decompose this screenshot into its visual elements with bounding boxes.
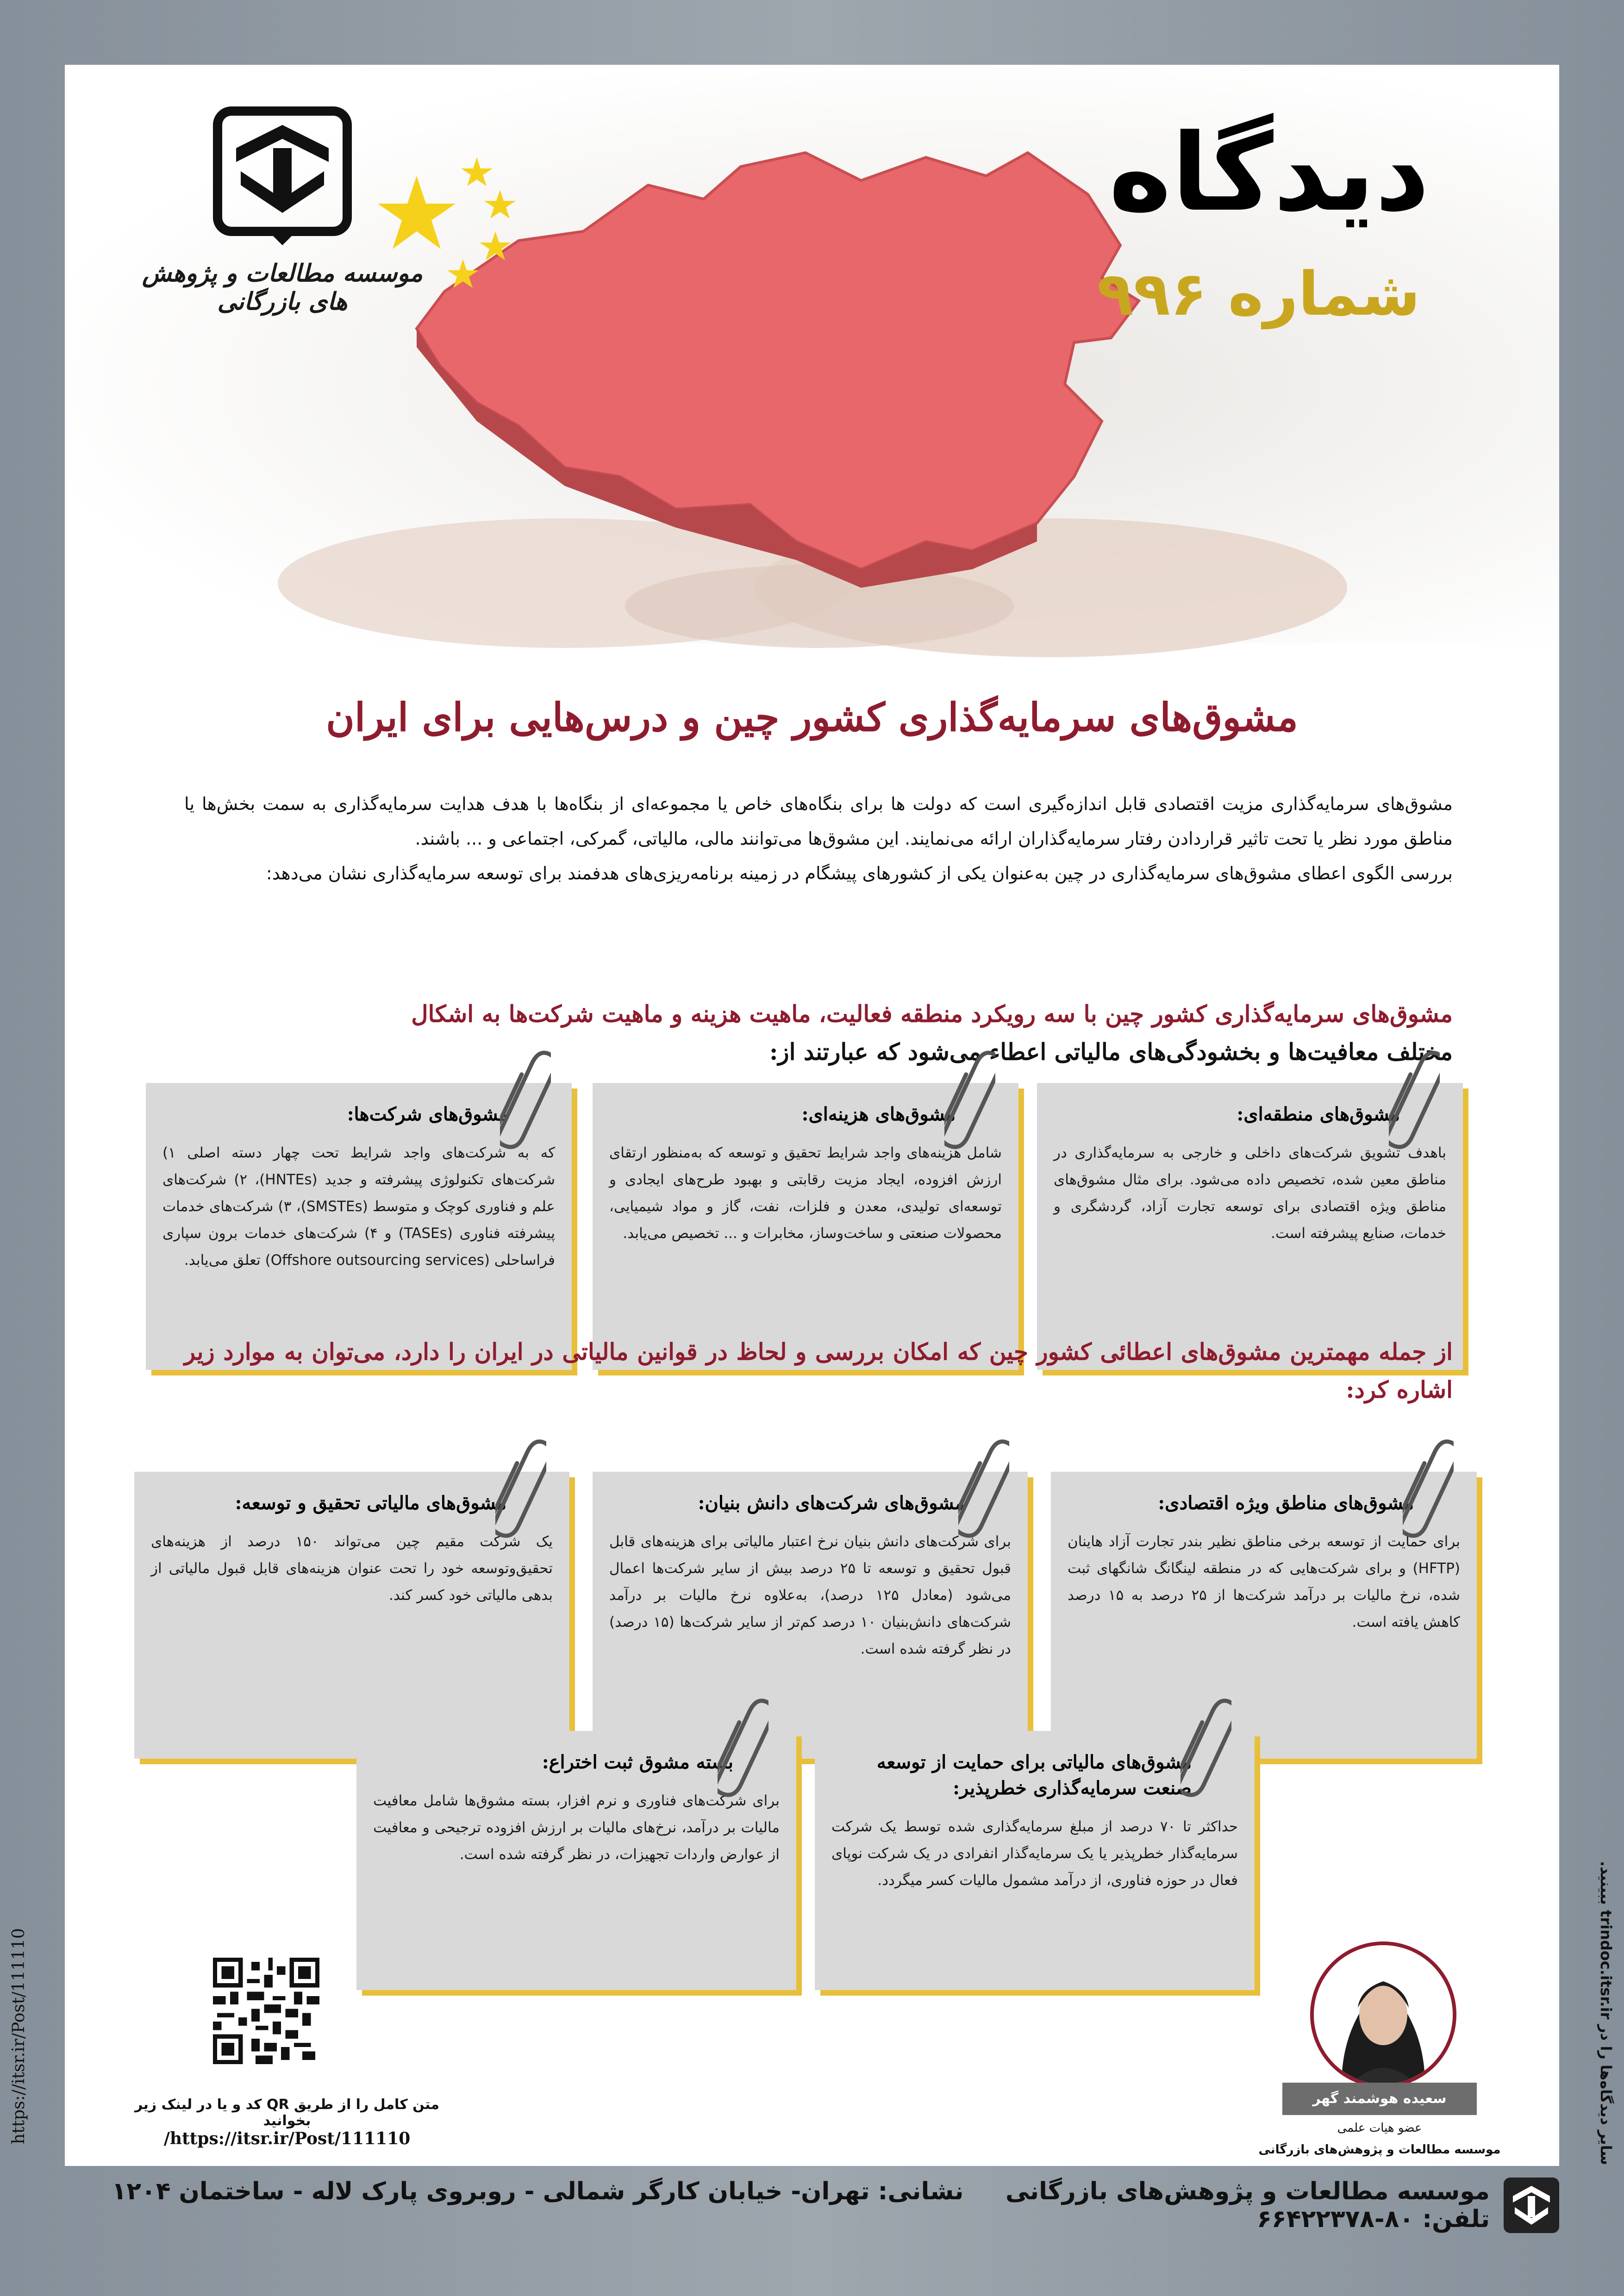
qr-caption: متن کامل را از طریق QR کد و یا در لینک زیر بخوانید [134,2097,439,2129]
institute-logo-icon [213,106,352,245]
qr-code-icon[interactable] [213,1958,319,2064]
article-title: مشوق‌های سرمایه‌گذاری کشور چین و درس‌هایی برای ایران [326,694,1298,740]
footer-phone-label: تلفن: [1422,2205,1490,2233]
paperclip-icon [944,1041,995,1157]
card-title: مشوق‌های منطقه‌ای: [1237,1103,1400,1125]
footer-address: نشانی: تهران- خیابان کارگر شمالی - روبروی پارک لاله - ساختمان ۱۲۰۴ [112,2178,964,2205]
lead-statement-1 [184,995,1453,1071]
card-body: که به شرکت‌های واجد شرایط تحت چهار دسته اصلی ۱) شرکت‌های تکنولوژی پیشرفته و جدید (HNTEs)، ۲) شرکت‌های علم و فناوری کوچک و متوسط (SMSTEs)، ۳) شرکت‌های خدمات پیشرفته فناوری (TASEs) و ۴) شرکت‌های خدمات برون سپاری فراساحلی (Offshore outsourcing services) تعلق می‌یابد. [162,1145,555,1269]
author-institute: موسسه مطالعات و پژوهش‌های بازرگانی [1258,2143,1501,2157]
card-title: بسته مشوق ثبت اختراع: [542,1751,733,1773]
paperclip-icon [958,1430,1009,1546]
author-photo [1310,1941,1456,2088]
card-body: شامل هزینه‌های واجد شرایط تحقیق و توسعه که به‌منظور ارتقای ارزش افزوده، ایجاد مزیت رقابتی و بهبود طرح‌های ایجادی و توسعه‌ای تولیدی، معدن و فلزات، نفت، گاز و مواد شیمیایی، محصولات صنعتی و ساخت‌وساز، مخابرات و ... تخصیص می‌یابد. [609,1145,1002,1242]
intro-paragraph-1: مشوق‌های سرمایه‌گذاری مزیت اقتصادی قابل اندازه‌گیری است که دولت ها برای بنگاه‌های خاص یا مجموعه‌ای از بنگاه‌ها با هدف هدایت سرمایه‌گذاری به سمت بخش‌ها یا مناطق مورد نظر یا تحت تاثیر قراردادن رفتار سرمایه‌گذاران ارائه می‌نمایند. این مشوق‌ها می‌توانند مالی، مالیاتی، گمرکی، اجتماعی و ... باشند. [184,794,1453,849]
card-body: برای شرکت‌های فناوری و نرم افزار، بسته مشوق‌ها شامل معافیت مالیات بر درآمد، نرخ‌های مالیات بر ارزش افزوده ترجیحی و معافیت از عوارض واردات تجهیزات، در نظر گرفته شده است. [373,1792,780,1863]
paperclip-icon [1403,1430,1454,1546]
qr-link[interactable]: /https://itsr.ir/Post/111110 [163,2129,411,2148]
side-note-text: سایر دیدگاه‌ها را در [1597,2024,1615,2165]
side-url[interactable]: https://itsr.ir/Post/111110 [9,1928,28,2145]
card-body: برای حمایت از توسعه برخی مناطق نظیر بندر تجارت آزاد هاینان (HFTP) و برای شرکت‌هایی که در منطقه لینگانگ شانگهای ثبت شده، نرخ مالیات بر درآمد شرکت‌ها از ۲۵ درصد به ۱۵ درصد کاهش یافته است. [1068,1533,1460,1630]
lead-line-1b: مختلف معافیت‌ها و بخشودگی‌های مالیاتی اعطاء می‌شود که عبارتند از: [769,1038,1453,1065]
footer-institute: موسسه مطالعات و پژوهش‌های بازرگانی [1006,2178,1490,2205]
paperclip-icon [495,1430,546,1546]
footer-contact [65,2178,1504,2233]
author-role: عضو هیات علمی [1337,2121,1422,2135]
intro-text [184,787,1453,891]
card-title: مشوق‌های شرکت‌ها: [347,1103,509,1125]
card-title: مشوق‌های شرکت‌های دانش بنیان: [698,1492,965,1514]
hero-banner [65,65,1559,643]
intro-paragraph-2: بررسی الگوی اعطای مشوق‌های سرمایه‌گذاری در چین به‌عنوان یکی از کشورهای پیشگام در زمینه برنامه‌ریزی‌های هدفمند برای توسعه سرمایه‌گذاری نشان می‌دهد: [266,863,1453,884]
side-note-site[interactable]: trindoc.itsr.ir [1597,1910,1615,2020]
institute-name: موسسه مطالعات و پژوهش های بازرگانی [142,259,423,316]
card-body: یک شرکت مقیم چین می‌تواند ۱۵۰ درصد از هزینه‌های تحقیق‌وتوسعه خود را تحت عنوان هزینه‌های قابل قبول مالیاتی از بدهی مالیاتی خود کسر کند. [151,1533,553,1604]
footer-bar [65,2171,1559,2240]
series-title: دیدگاه [1108,112,1430,235]
issue-number: شماره ۹۹۶ [1097,259,1420,329]
poster-sheet [65,65,1559,2166]
paperclip-icon [1389,1041,1440,1157]
card-title: مشوق‌های هزینه‌ای: [801,1103,956,1125]
lead-line-1a: مشوق‌های سرمایه‌گذاری کشور چین با سه رویکرد منطقه فعالیت، ماهیت هزینه و ماهیت شرکت‌ها به اشکال [411,1000,1453,1027]
lead-statement-2: از جمله مهمترین مشوق‌های اعطائی کشور چین که امکان بررسی و لحاظ در قوانین مالیاتی در ایران را دارد، می‌توان به موارد زیر اشاره کرد: [184,1338,1453,1403]
card-body: باهدف تشویق شرکت‌های داخلی و خارجی به سرمایه‌گذاری در مناطق معین شده، تخصیص داده می‌شود. برای مثال مشوق‌های مناطق ویژه اقتصادی برای توسعه تجارت آزاد، گردشگری و خدمات، صنایع پیشرفته است. [1054,1145,1446,1242]
side-note-text-end: ببینید. [1597,1861,1615,1905]
card-body: حداکثر تا ۷۰ درصد از مبلغ سرمایه‌گذاری شده توسط یک شرکت سرمایه‌گذار خطرپذیر یا یک سرمایه‌گذار انفرادی در یک شرکت نوپای فعال در حوزه فناوری، از درآمد مشمول مالیات کسر میگردد. [831,1818,1238,1889]
side-note [1573,1828,1615,2198]
card-body: برای شرکت‌های دانش بنیان نرخ اعتبار مالیاتی برای هزینه‌های قابل قبول تحقیق و توسعه تا ۲۵ درصد بیش از سایر شرکت‌ها اعمال می‌شود (معادل ۱۲۵ درصد)، به‌علاوه نرخ مالیات بر درآمد شرکت‌های دانش‌بنیان ۱۰ درصد کم‌تر از سایر شرکت‌ها (۱۵ درصد) در نظر گرفته شده است. [609,1533,1012,1657]
card-title: مشوق‌های مناطق ویژه اقتصادی: [1158,1492,1414,1514]
author-name: سعیده هوشمند گهر [1282,2083,1477,2115]
institute-logo-icon [1504,2178,1559,2233]
paperclip-icon [718,1689,768,1805]
footer-phone: ۶۶۴۲۲۳۷۸-۸۰ [1257,2205,1414,2233]
paperclip-icon [1181,1689,1231,1805]
paperclip-icon [500,1041,551,1157]
card-title: مشوق‌های مالیاتی برای حمایت از توسعه صنعت سرمایه‌گذاری خطرپذیر: [876,1751,1192,1799]
card-title: مشوق‌های مالیاتی تحقیق و توسعه: [235,1492,506,1514]
